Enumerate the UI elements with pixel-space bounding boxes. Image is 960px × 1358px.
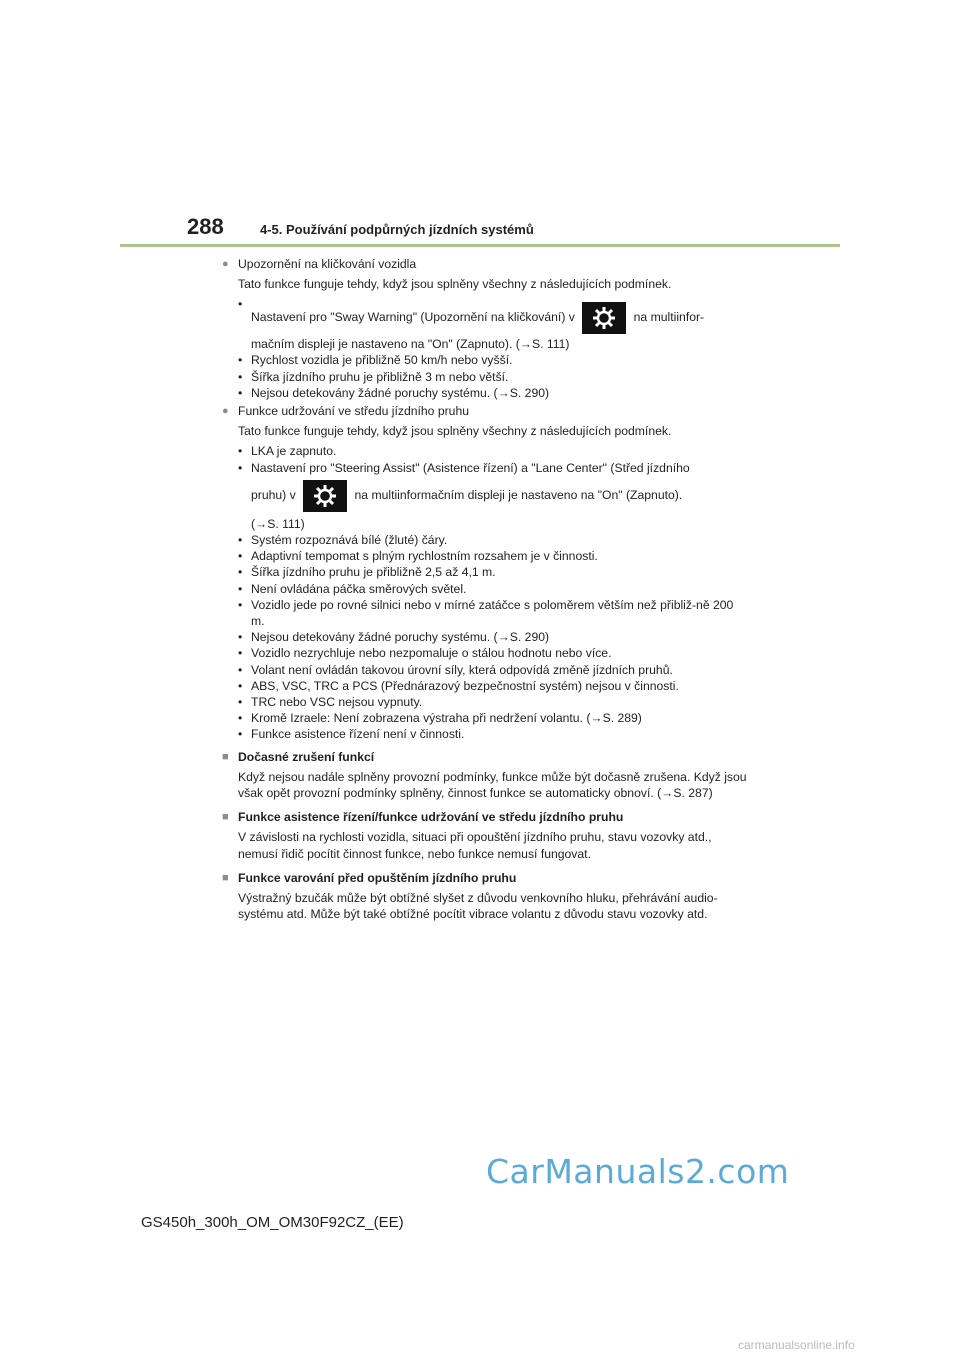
list-item: • Funkce asistence řízení není v činnosti. — [238, 726, 750, 742]
page-header — [0, 214, 960, 248]
square-bullet-icon: ■ — [222, 750, 229, 763]
settings-gear-icon — [303, 480, 347, 512]
departure-warning-text: Výstražný bzučák může být obtížné slyšet z důvodu venkovního hluku, přehrávání audio-systému atd. Může být také obtížné pocítit vibrace volantu z důvodu stavu vozovky atd. — [238, 891, 718, 922]
list-item: • Vozidlo jede po rovné silnici nebo v mírné zatáčce s poloměrem větším než přibliž-ně 200 m. — [238, 597, 750, 629]
settings-gear-icon — [582, 302, 626, 334]
header-divider — [120, 244, 840, 247]
watermark-text: carmanualsonline.info — [738, 1338, 855, 1352]
list-item: • Systém rozpoznává bílé (žluté) čáry. — [238, 532, 750, 548]
square-bullet-icon: ■ — [222, 871, 229, 884]
list-item: • Vozidlo nezrychluje nebo nezpomaluje o stálou hodnotu nebo více. — [238, 645, 750, 661]
circle-bullet-icon: ● — [222, 405, 229, 418]
list-item: • Nejsou detekovány žádné poruchy systému. (→S. 290) — [238, 385, 750, 401]
square-bullet-icon: ■ — [222, 811, 229, 824]
watermark-logo: CarManuals2.com — [486, 1152, 790, 1191]
lane-center-intro: Tato funkce funguje tehdy, když jsou splněny všechny z následujících podmínek. — [238, 424, 672, 439]
list-item: • Šířka jízdního pruhu je přibližně 2,5 až 4,1 m. — [238, 564, 750, 580]
steering-assist-text: V závislosti na rychlosti vozidla, situaci při opouštění jízdního pruhu, stavu vozovky atd., nemusí řidič pocítit činnost funkce, nebo funkce nemusí fungovat. — [238, 830, 712, 861]
sway-conditions — [222, 296, 750, 401]
steering-assist-heading: ■ Funkce asistence řízení/funkce udržování ve středu jízdního pruhu — [222, 810, 624, 825]
section-title: 4-5. Používání podpůrných jízdních systémů — [260, 222, 534, 237]
list-item: • TRC nebo VSC nejsou vypnuty. — [238, 694, 750, 710]
list-item: • Volant není ovládán takovou úrovní síly, která odpovídá změně jízdních pruhů. — [238, 662, 750, 678]
circle-bullet-icon: ● — [222, 258, 229, 270]
sway-intro: Tato funkce funguje tehdy, když jsou splněny všechny z následujících podmínek. — [238, 277, 672, 292]
lane-center-conditions — [222, 443, 750, 742]
list-item: • Nastavení pro "Steering Assist" (Asistence řízení) a "Lane Center" (Střed jízdního pruhu) v na multiinformačním displeji je nastaveno na "On" (Zapnuto). (→S. 111) — [238, 460, 750, 532]
page-number: 288 — [187, 214, 224, 239]
list-item: • ABS, VSC, TRC a PCS (Přednárazový bezpečnostní systém) nejsou v činnosti. — [238, 678, 750, 694]
temporary-cancel-text: Když nejsou nadále splněny provozní podmínky, funkce může být dočasně zrušena. Když jsou však opět provozní podmínky splněny, činnost funkce se automaticky obnoví. (→S. 287) — [238, 769, 747, 801]
list-item: • Kromě Izraele: Není zobrazena výstraha při nedržení volantu. (→S. 289) — [238, 710, 750, 726]
document-code: GS450h_300h_OM_OM30F92CZ_(EE) — [141, 1214, 404, 1231]
list-item: • Adaptivní tempomat s plným rychlostním rozsahem je v činnosti. — [238, 548, 750, 564]
list-item: • LKA je zapnuto. — [238, 443, 750, 459]
temporary-cancel-heading: ■ Dočasné zrušení funkcí — [222, 749, 375, 764]
list-item: • Šířka jízdního pruhu je přibližně 3 m nebo větší. — [238, 369, 750, 385]
list-item: • Rychlost vozidla je přibližně 50 km/h nebo vyšší. — [238, 352, 750, 368]
lane-center-heading: ● Funkce udržování ve středu jízdního pruhu — [222, 404, 470, 419]
sway-heading: ● Upozornění na kličkování vozidla — [222, 257, 417, 271]
departure-warning-heading: ■ Funkce varování před opuštěním jízdního pruhu — [222, 870, 517, 885]
list-item: • Nastavení pro "Sway Warning" (Upozornění na kličkování) v na multiinfor- mačním displeji je nastaveno na "On" (Zapnuto). (→S. 111) — [238, 296, 750, 352]
list-item: • Není ovládána páčka směrových světel. — [238, 581, 750, 597]
list-item: • Nejsou detekovány žádné poruchy systému. (→S. 290) — [238, 629, 750, 645]
main-content — [222, 256, 750, 927]
